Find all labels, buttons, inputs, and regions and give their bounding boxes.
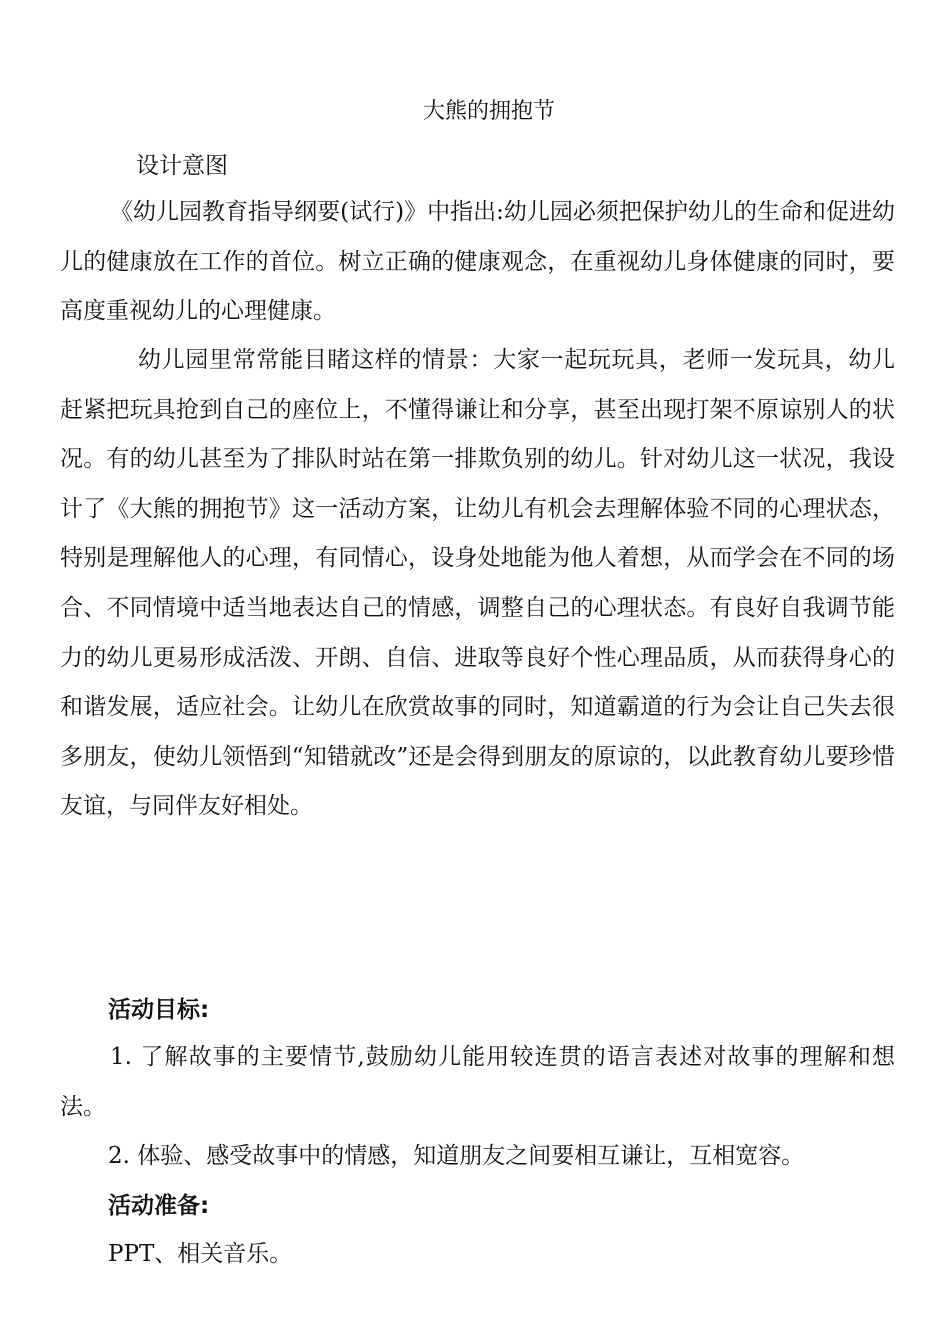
paragraph-situation: 幼儿园里常常能目睹这样的情景：大家一起玩玩具，老师一发玩具，幼儿赶紧把玩具抢到自己的座位上，不懂得谦让和分享，甚至出现打架不原谅别人的状况。有的幼儿甚至为了排队时站在第一排欺负别的幼儿。针对幼儿这一状况，我设计了《大熊的拥抱节》这一活动方案，让幼儿有机会去理解体验不同的心理状态，特别是理解他人的心理，有同情心，设身处地能为他人着想，从而学会在不同的场合、不同情境中适当地表达自己的情感，调整自己的心理状态。有良好自我调节能力的幼儿更易形成活泼、开朗、自信、进取等良好个性心理品质，从而获得身心的和谐发展，适应社会。让幼儿在欣赏故事的同时，知道霸道的行为会让自己失去很多朋友，使幼儿领悟到“知错就改”还是会得到朋友的原谅的，以此教育幼儿要珍惜友谊，与同伴友好相处。: [60, 347, 895, 820]
document-title: 大熊的拥抱节: [422, 99, 555, 124]
paragraph-intro: 《幼儿园教育指导纲要(试行)》中指出:幼儿园必须把保护幼儿的生命和促进幼儿的健康放在工作的首位。树立正确的健康观念，在重视幼儿身体健康的同时，要高度重视幼儿的心理健康。: [60, 199, 895, 325]
preparation-item: PPT、相关音乐。: [108, 1241, 293, 1267]
section-heading-design: 设计意图: [136, 153, 228, 179]
section-heading-preparation: 活动准备:: [108, 1193, 210, 1219]
goal-item-2: 2. 体验、感受故事中的情感，知道朋友之间要相互谦让，互相宽容。: [108, 1143, 805, 1169]
section-heading-goals: 活动目标:: [108, 997, 210, 1023]
goal-item-1: 1. 了解故事的主要情节,鼓励幼儿能用较连贯的语言表述对故事的理解和想法。: [60, 1044, 895, 1120]
